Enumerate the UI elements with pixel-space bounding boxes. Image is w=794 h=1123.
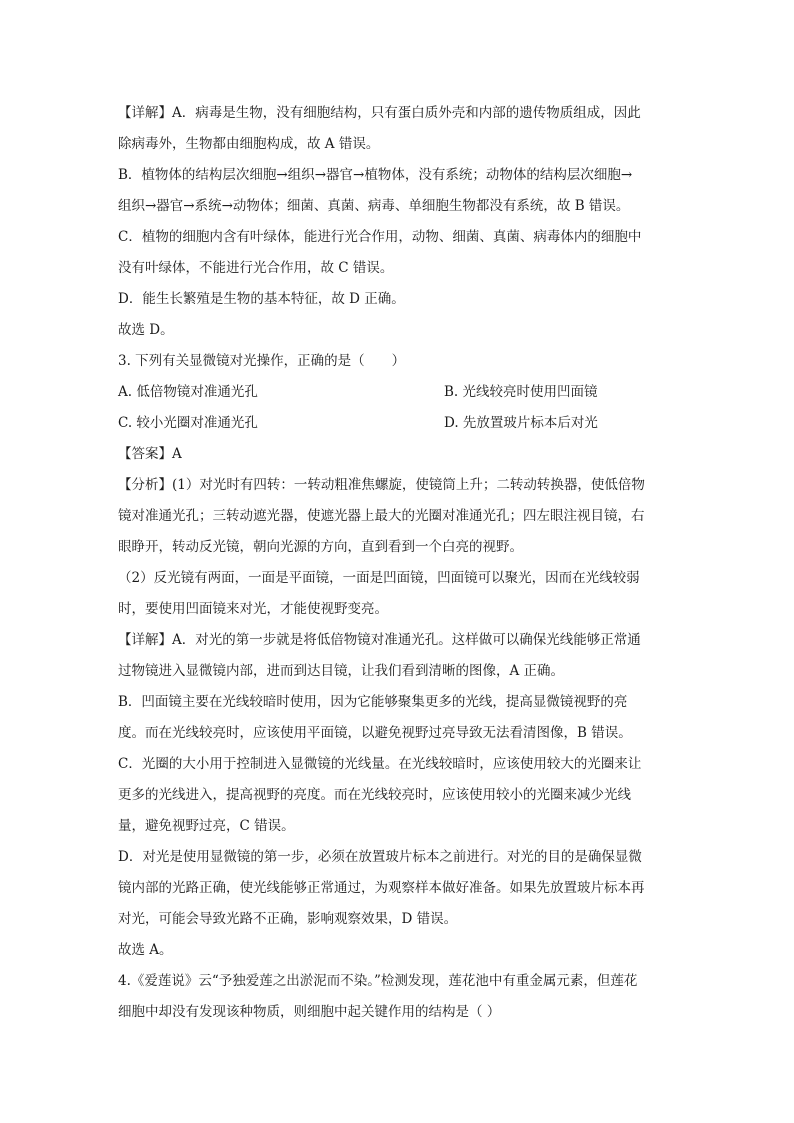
- text-line: 量，避免视野过亮，C 错误。: [118, 818, 295, 834]
- text-line: D．能生长繁殖是生物的基本特征，故 D 正确。: [118, 291, 405, 307]
- text-line: 故选 A。: [118, 942, 173, 958]
- text-line: 【分析】(1）对光时有四转：一转动粗准焦螺旋，使镜筒上升；二转动转换器，使低倍物: [118, 477, 645, 493]
- text-line: 时，要使用凹面镜来对光，才能使视野变亮。: [118, 601, 388, 617]
- text-line: 眼睁开，转动反光镜，朝向光源的方向，直到看到一个白亮的视野。: [118, 539, 523, 555]
- question-4-stem: 4.《爱莲说》云“予独爱莲之出淤泥而不染。”检测发现，莲花池中有重金属元素，但莲花: [118, 973, 638, 989]
- text-line: C．植物的细胞内含有叶绿体，能进行光合作用，动物、细菌、真菌、病毒体内的细胞中: [118, 229, 642, 245]
- text-line: D．对光是使用显微镜的第一步，必须在放置玻片标本之前进行。对光的目的是确保显微: [118, 849, 642, 865]
- text-line: B．植物体的结构层次细胞→组织→器官→植物体，没有系统；动物体的结构层次细胞→: [118, 167, 633, 183]
- option-a: A. 低倍物镜对准通光孔: [118, 384, 258, 400]
- question-3-options-row-1: [118, 377, 678, 408]
- text-line: 镜对准通光孔；三转动遮光器，使遮光器上最大的光圈对准通光孔；四左眼注视目镜，右: [118, 508, 645, 524]
- text-line: 过物镜进入显微镜内部，进而到达目镜，让我们看到清晰的图像，A 正确。: [118, 663, 565, 679]
- text-line: C．光圈的大小用于控制进入显微镜的光线量。在光线较暗时，应该使用较大的光圈来让: [118, 756, 642, 772]
- option-d: D. 先放置玻片标本后对光: [444, 415, 598, 431]
- text-line: 度。而在光线较亮时，应该使用平面镜，以避免视野过亮导致无法看清图像，B 错误。: [118, 725, 632, 741]
- text-line: 镜内部的光路正确，使光线能够正常通过，为观察样本做好准备。如果先放置玻片标本再: [118, 880, 645, 896]
- document-page: [118, 98, 678, 1028]
- option-b: B. 光线较亮时使用凹面镜: [444, 384, 598, 400]
- text-line: 组织→器官→系统→动物体；细菌、真菌、病毒、单细胞生物都没有系统，故 B 错误。: [118, 198, 630, 214]
- text-line: 没有叶绿体，不能进行光合作用，故 C 错误。: [118, 260, 394, 276]
- option-c: C. 较小光圈对准通光孔: [118, 415, 258, 431]
- text-line: 对光，可能会导致光路不正确，影响观察效果，D 错误。: [118, 911, 458, 927]
- text-line: （2）反光镜有两面，一面是平面镜，一面是凹面镜，凹面镜可以聚光，因而在光线较弱: [118, 570, 640, 586]
- question-3-stem: 3. 下列有关显微镜对光操作，正确的是（ ）: [118, 353, 406, 369]
- text-line: B．凹面镜主要在光线较暗时使用，因为它能够聚集更多的光线，提高显微镜视野的亮: [118, 694, 628, 710]
- text-line: 【详解】A．对光的第一步就是将低倍物镜对准通光孔。这样做可以确保光线能够正常通: [118, 632, 641, 648]
- question-4-stem-cont: 细胞中却没有发现该种物质，则细胞中起关键作用的结构是（ ）: [118, 1004, 501, 1020]
- text-line: 除病毒外，生物都由细胞构成，故 A 错误。: [118, 136, 380, 152]
- text-line: 【详解】A．病毒是生物，没有细胞结构，只有蛋白质外壳和内部的遗传物质组成，因此: [118, 105, 641, 121]
- question-3-options-row-2: [118, 408, 678, 439]
- text-line: 故选 D。: [118, 322, 174, 338]
- text-line: 更多的光线进入，提高视野的亮度。而在光线较亮时，应该使用较小的光圈来减少光线: [118, 787, 631, 803]
- answer-line: 【答案】A: [118, 446, 182, 462]
